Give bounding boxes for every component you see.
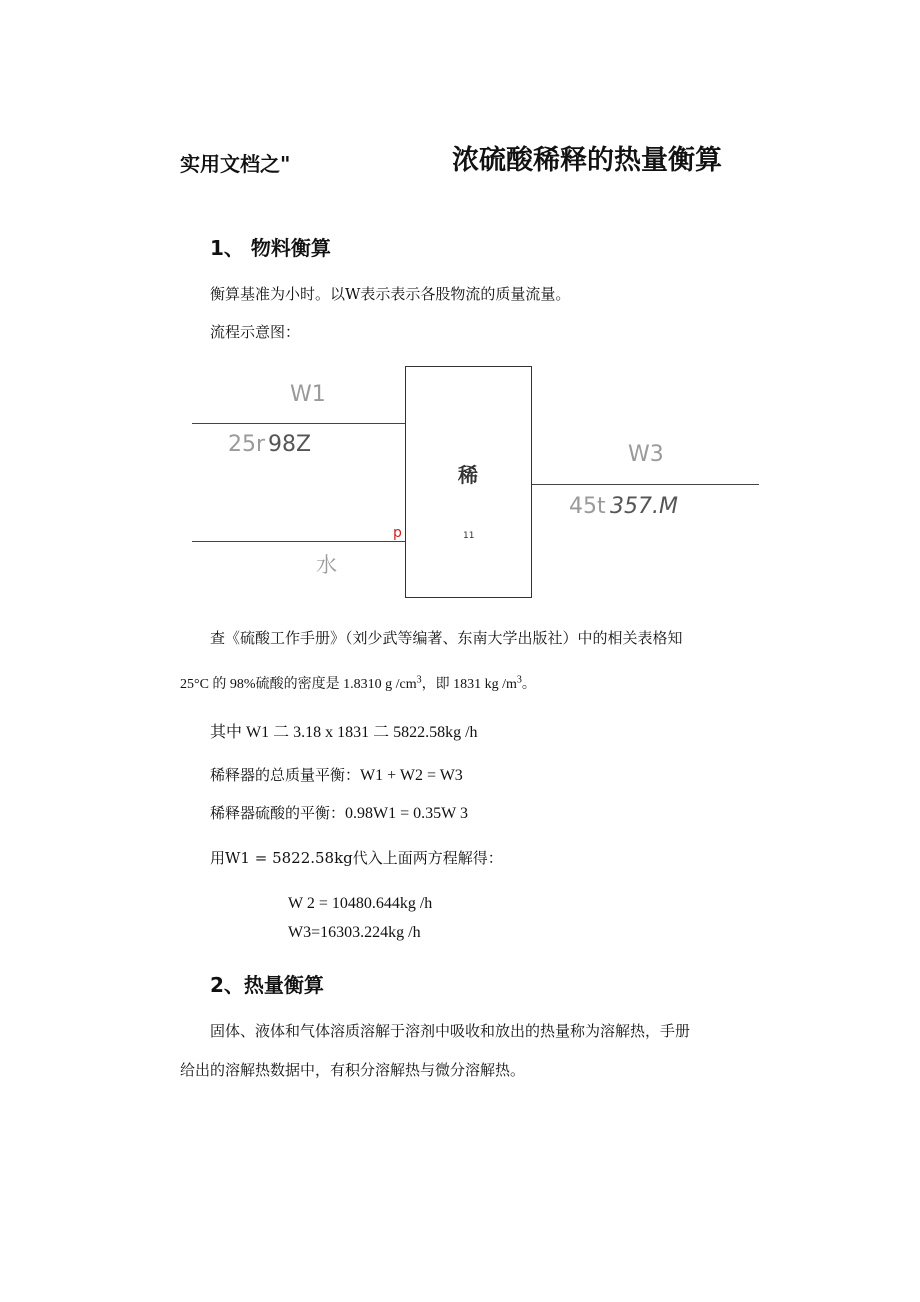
basis-text: 衡算基准为小时。以W表示表示各股物流的质量流量。 [210,285,571,303]
density-text-c: 。 [521,677,536,692]
w1-conc-label: 98Z [268,432,312,457]
total-balance-eq: W1 + W2 = W3 [360,767,463,784]
section2-heading: 2、热量衡算 [210,973,324,997]
density-line2 [180,673,536,693]
total-balance [210,764,463,785]
w1-equation: 其中 W1 二 3.18 x 1831 二 5822.58kg /h [210,724,478,741]
acid-balance-label: 稀释器硫酸的平衡： [210,804,346,822]
density-text-a: 25°C 的 98%硫酸的密度是 1.8310 g /cm [180,677,417,692]
w1-label: W1 [290,382,326,407]
w2-result: W 2 = 10480.644kg /h [288,895,433,912]
w3-label: W3 [628,442,664,467]
total-balance-label: 稀释器的总质量平衡： [210,766,361,784]
density-sup-2: 3 [516,674,522,686]
substitute-text: 用W1 = 5822.58kg代入上面两方程解得： [210,849,503,867]
water-stream-line [192,541,405,542]
diluter-sublabel: 11 [463,531,475,541]
w1-temp-label: 25r [228,432,266,457]
w3-conc-label: 357.M [610,494,678,519]
w3-result: W3=16303.224kg /h [288,924,421,941]
density-text-b: ，即 1831 kg /m [421,677,517,692]
density-line1: 查《硫酸工作手册》（刘少武等编著、东南大学出版社）中的相关表格知 [210,629,683,647]
diluter-label: 稀 [458,463,478,487]
header-prefix: 实用文档之" [180,152,291,176]
diagram-caption: 流程示意图： [210,323,301,341]
w1-stream-line [192,423,405,424]
w3-stream-line [532,484,759,485]
acid-balance-eq: 0.98W1 = 0.35W 3 [345,805,468,822]
document-title: 浓硫酸稀释的热量衡算 [452,145,722,176]
acid-balance [210,802,468,823]
section2-para-line2: 给出的溶解热数据中，有积分溶解热与微分溶解热。 [180,1061,526,1079]
water-label: 水 [316,553,337,577]
density-sup-1: 3 [416,674,422,686]
w3-temp-label: 45t [569,494,606,519]
section1-heading: 1、 物料衡算 [210,236,331,260]
section2-para-line1: 固体、液体和气体溶质溶解于溶剂中吸收和放出的热量称为溶解热，手册 [210,1022,691,1040]
p-marker: p [393,525,402,541]
